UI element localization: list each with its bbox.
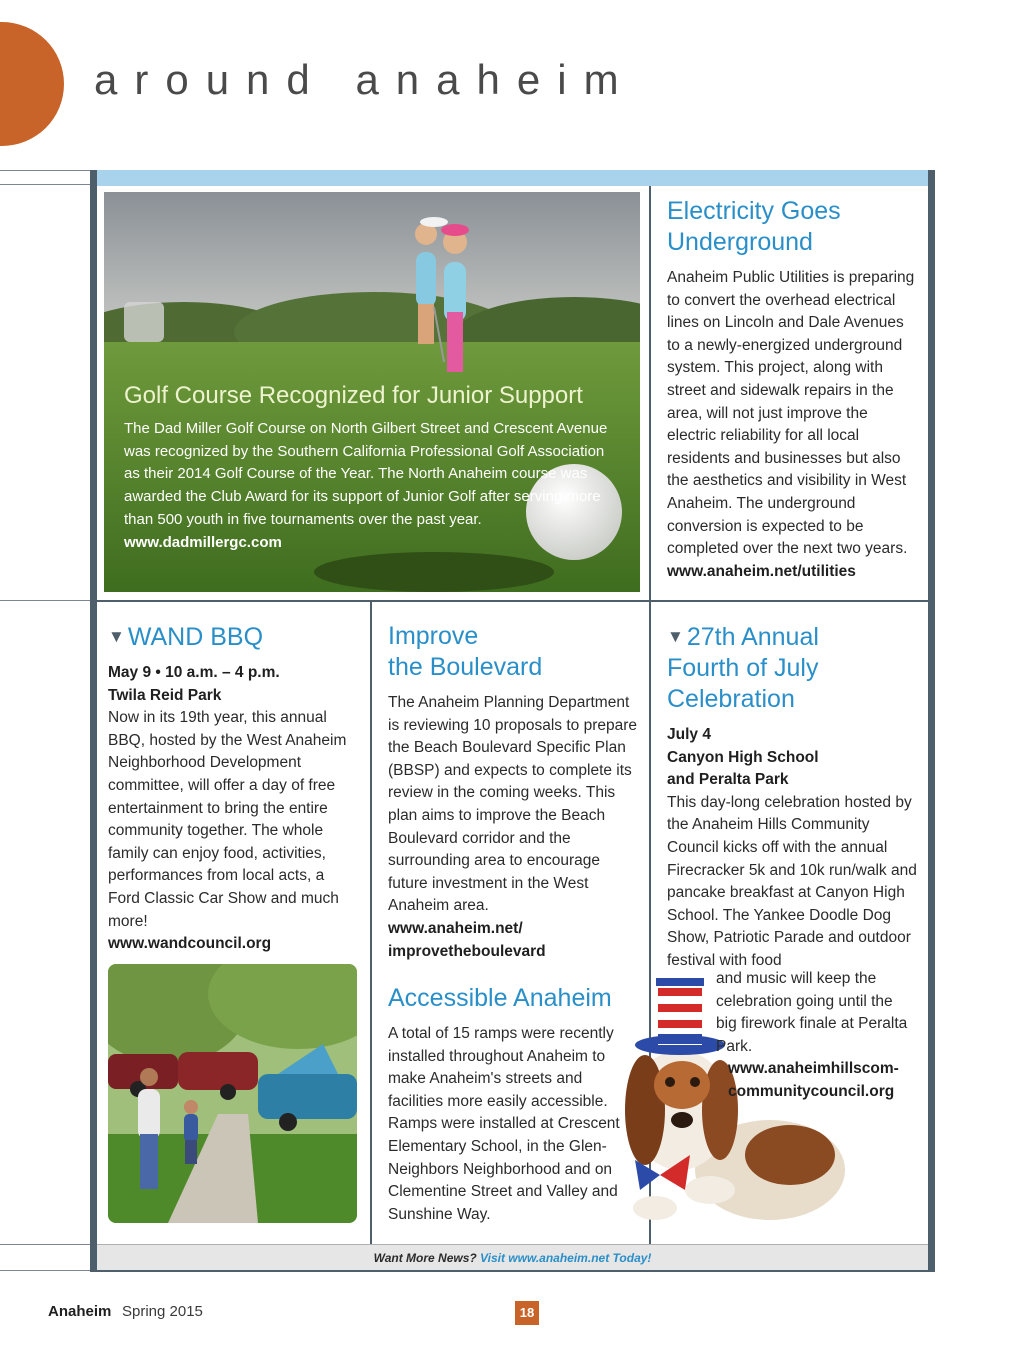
fourth-body-wrap: and music will keep the celebration going until the big firework finale at Peralta Park. bbox=[716, 970, 908, 1055]
left-rule-top bbox=[0, 170, 90, 171]
golf-url[interactable]: www.dadmillergc.com bbox=[124, 533, 282, 551]
accessible-title: Accessible Anaheim bbox=[388, 984, 612, 1012]
triangle-icon: ▼ bbox=[667, 627, 684, 646]
fourth-title-line3: Celebration bbox=[667, 685, 795, 713]
publication-name: Anaheim bbox=[48, 1303, 112, 1320]
fourth-url-line2: communitycouncil.org bbox=[728, 1082, 895, 1100]
section-title: around anaheim bbox=[94, 56, 636, 103]
boulevard-title-line1: Improve bbox=[388, 622, 479, 650]
fourth-location-line2: and Peralta Park bbox=[667, 771, 789, 789]
triangle-icon: ▼ bbox=[108, 627, 125, 646]
fourth-body: This day-long celebration hosted by the Anaheim Hills Community Council kicks off with the annual Firecracker 5k and 10k run/walk and pancake breakfast at Canyon High School. The Yankee Doodle Dog Show, Patriotic Parade and outdoor festival with food bbox=[667, 793, 917, 969]
wand-location: Twila Reid Park bbox=[108, 686, 222, 704]
fourth-title-line2: Fourth of July bbox=[667, 654, 819, 682]
more-news-lead: Want More News? bbox=[373, 1251, 477, 1265]
left-rule-middle bbox=[0, 600, 90, 601]
accessible-article bbox=[388, 983, 633, 1226]
boulevard-title bbox=[388, 621, 638, 683]
electricity-body: Anaheim Public Utilities is preparing to convert the overhead electrical lines on Lincoln and Dale Avenues to a newly-energized underground system. This project, along with street and sidewalk repairs in the area, will not just improve the electric reliability for all local residents and businesses but also the aesthetics and visibility in West Anaheim. The underground conversion is expected to be completed over the next two years. bbox=[667, 269, 915, 558]
frame-top-bar bbox=[90, 170, 935, 186]
column-divider-left bbox=[370, 601, 372, 1244]
boulevard-body: The Anaheim Planning Department is reviewing 10 proposals to prepare the Beach Boulevard Specific Plan (BBSP) and expects to complete its review in the coming weeks. This plan aims to improve the Beach Boulevard corridor and the surrounding area to encourage future investment in the West Anaheim area. bbox=[388, 694, 637, 915]
wand-url[interactable]: www.wandcouncil.org bbox=[108, 935, 272, 953]
fourth-location-line1: Canyon High School bbox=[667, 748, 819, 766]
wand-article bbox=[108, 621, 358, 956]
left-rule-bottom-2 bbox=[0, 1270, 90, 1271]
boulevard-article bbox=[388, 621, 638, 963]
wand-date: May 9 • 10 a.m. – 4 p.m. bbox=[108, 664, 280, 681]
wand-title-row bbox=[108, 621, 358, 653]
fourth-of-july-article bbox=[667, 621, 919, 973]
page-number: 18 bbox=[515, 1301, 539, 1325]
orange-circle-decoration bbox=[0, 22, 64, 146]
left-rule-bottom bbox=[0, 1244, 90, 1245]
wand-body: Now in its 19th year, this annual BBQ, hosted by the West Anaheim Neighborhood Development committee, will offer a day of free entertainment to bring the entire community together. The whole family can enjoy food, activities, performances from local acts, a Ford Classic Car Show and much more! bbox=[108, 709, 347, 930]
publication-season: Spring 2015 bbox=[122, 1303, 203, 1320]
boulevard-url-line2: improvetheboulevard bbox=[388, 942, 546, 960]
more-news-bar bbox=[97, 1244, 928, 1270]
row-divider bbox=[97, 600, 928, 602]
accessible-body: A total of 15 ramps were recently installed throughout Anaheim to make Anaheim's streets and facilities more easily accessible. Ramps were installed at Crescent Elementary School, in the Glen-Neighbors Neighborhood and on Clementine Street and Valley and Sunshine Way. bbox=[388, 1025, 620, 1223]
fourth-title bbox=[667, 621, 919, 715]
more-news-link[interactable]: Visit www.anaheim.net Today! bbox=[480, 1251, 652, 1265]
electricity-article bbox=[667, 196, 919, 583]
left-rule-top-2 bbox=[0, 184, 90, 185]
electricity-title bbox=[667, 196, 919, 258]
golf-title: Golf Course Recognized for Junior Support bbox=[124, 382, 583, 409]
fourth-date: July 4 bbox=[667, 726, 711, 743]
car-show-photo bbox=[108, 964, 357, 1223]
electricity-title-line1: Electricity Goes bbox=[667, 197, 841, 225]
wand-title: WAND BBQ bbox=[127, 623, 264, 651]
boulevard-title-line2: the Boulevard bbox=[388, 653, 543, 681]
boulevard-url-line1: www.anaheim.net/ bbox=[388, 919, 523, 937]
electricity-title-line2: Underground bbox=[667, 228, 813, 256]
electricity-url[interactable]: www.anaheim.net/utilities bbox=[667, 562, 856, 580]
fourth-title-line1: 27th Annual bbox=[686, 623, 819, 651]
fourth-location bbox=[667, 747, 919, 792]
fourth-url-line1: www.anaheimhillscom- bbox=[728, 1060, 899, 1078]
golf-article bbox=[124, 382, 624, 554]
fourth-of-july-article-wrap bbox=[716, 968, 916, 1104]
fourth-url[interactable] bbox=[728, 1058, 916, 1103]
golf-body: The Dad Miller Golf Course on North Gilbert Street and Crescent Avenue was recognized by the Southern California Professional Golf Association as their 2014 Golf Course of the Year. The North Anaheim course was awarded the Club Award for its support of Junior Golf after serving more than 500 youth in five tournaments over the past year. bbox=[124, 420, 608, 528]
